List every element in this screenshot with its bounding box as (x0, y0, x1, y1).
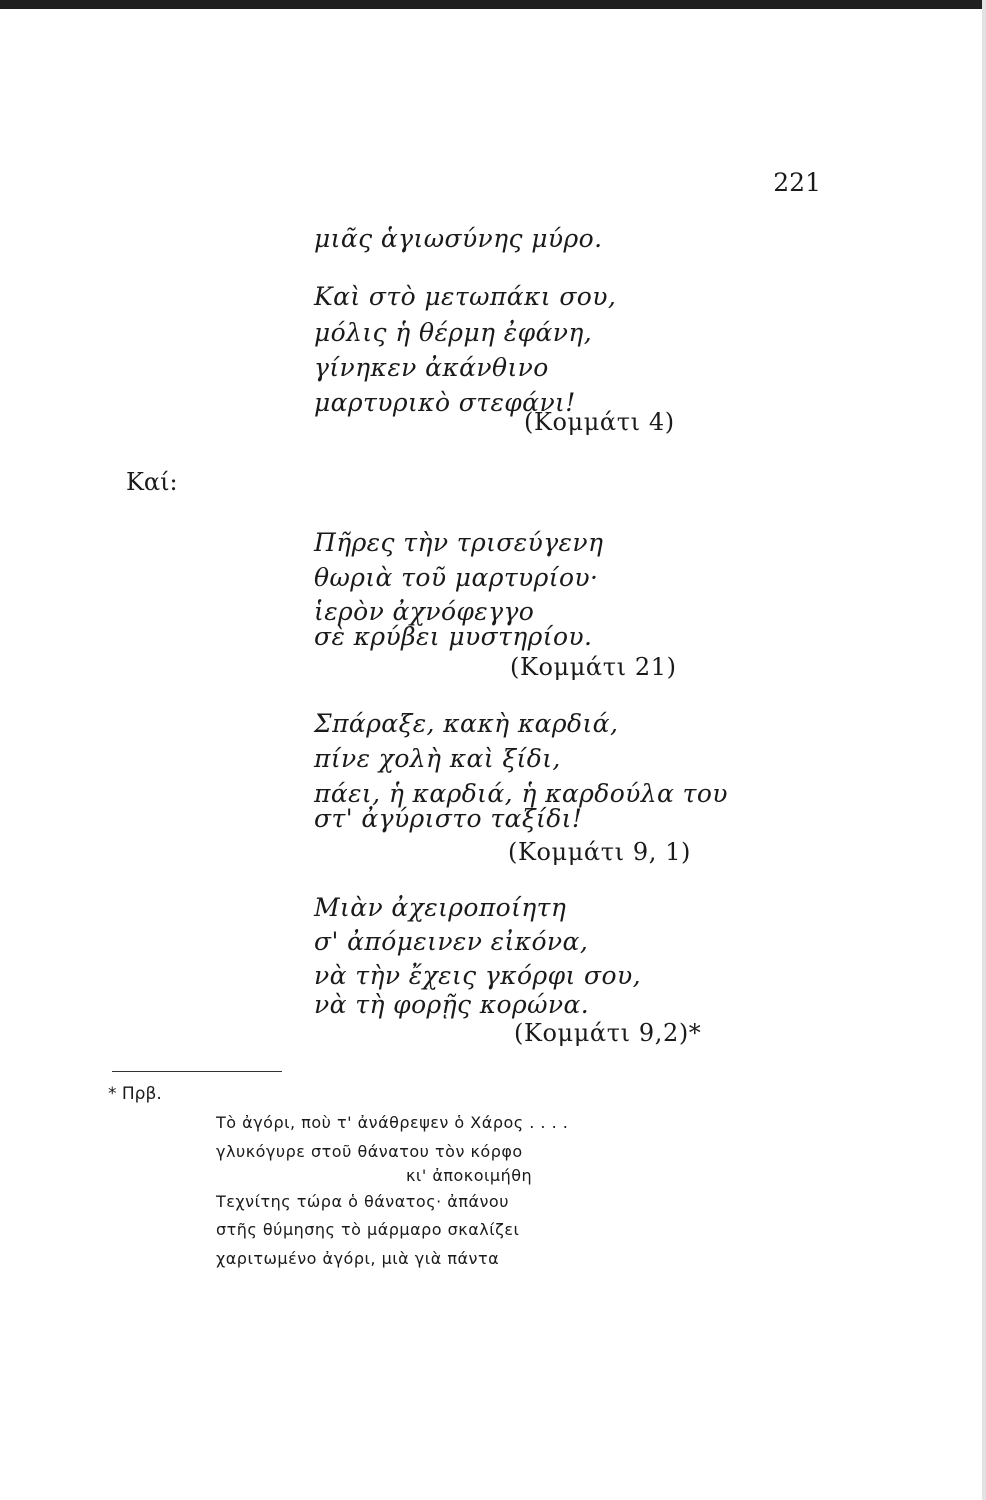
footnote-line: Τεχνίτης τώρα ὁ θάνατος· ἀπάνου (216, 1192, 509, 1211)
verse-line: Σπάραξε, κακὴ καρδιά, (314, 709, 619, 738)
verse-line: Πῆρες τὴν τρισεύγενη (314, 528, 604, 557)
footnote-rule (112, 1071, 282, 1072)
verse-line: στ' ἀγύριστο ταξίδι! (314, 804, 583, 833)
source-reference: (Κομμάτι 21) (510, 653, 677, 681)
verse-line: νὰ τὴν ἔχεις γκόρφι σου, (314, 961, 641, 990)
verse-line: πάει, ἡ καρδιά, ἡ καρδούλα του (314, 779, 728, 808)
verse-line: νὰ τὴ φορῇς κορώνα. (314, 990, 590, 1019)
footnote-line: κι' ἀποκοιμήθη (406, 1166, 533, 1185)
verse-line: πίνε χολὴ καὶ ξίδι, (314, 744, 561, 773)
verse-line: μόλις ἡ θέρμη ἐφάνη, (314, 318, 593, 347)
footnote-line: γλυκόγυρε στοῦ θάνατου τὸν κόρφο (216, 1142, 523, 1161)
verse-line: Μιὰν ἀχειροποίητη (314, 893, 567, 922)
verse-line: Καὶ στὸ μετωπάκι σου, (314, 282, 617, 311)
verse-line: θωριὰ τοῦ μαρτυρίου· (314, 563, 599, 592)
verse-line: γίνηκεν ἀκάνθινο (314, 353, 549, 382)
verse-line: σ' ἀπόμεινεν εἰκόνα, (314, 927, 589, 956)
verse-line: μαρτυρικὸ στεφάνι! (314, 388, 576, 417)
verse-line: σὲ κρύβει μυστηρίου. (314, 622, 593, 651)
scan-right-edge (982, 0, 986, 1500)
footnote-line: Τὸ ἀγόρι, ποὺ τ' ἀνάθρεψεν ὁ Χάρος . . . . (216, 1113, 569, 1132)
verse-line: μιᾶς ἁγιωσύνης μύρο. (314, 224, 603, 253)
source-reference: (Κομμάτι 9, 1) (508, 838, 692, 866)
verse-line: ἱερὸν ἀχνόφεγγο (314, 597, 535, 626)
scan-top-edge (0, 0, 986, 9)
page-number: 221 (773, 168, 821, 197)
footnote-line: χαριτωμένο ἀγόρι, μιὰ γιὰ πάντα (216, 1249, 500, 1268)
source-reference: (Κομμάτι 4) (524, 408, 675, 436)
intro-label: Καί: (126, 468, 178, 496)
source-reference: (Κομμάτι 9,2)* (514, 1019, 702, 1047)
footnote-marker: * Πρβ. (108, 1084, 162, 1104)
footnote-line: στῆς θύμησης τὸ μάρμαρο σκαλίζει (216, 1220, 520, 1239)
